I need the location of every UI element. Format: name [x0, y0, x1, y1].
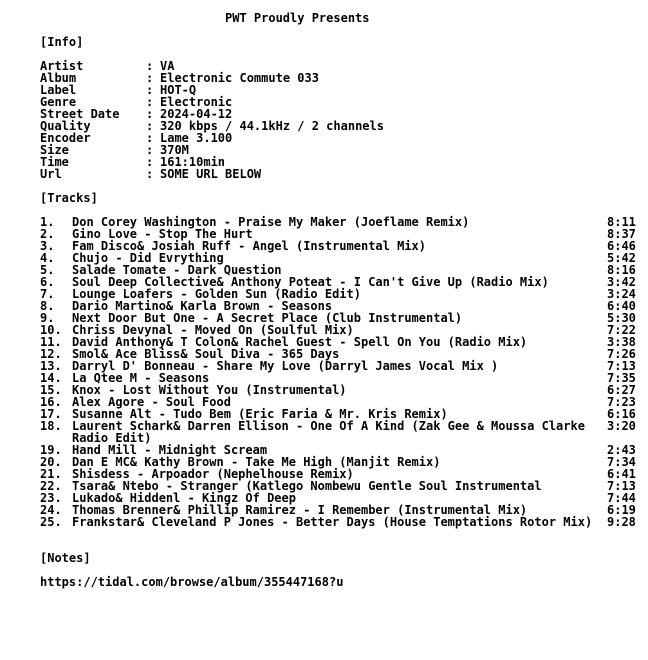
track-title: Smol& Ace Bliss& Soul Diva - 365 Days — [72, 347, 340, 361]
info-row — [40, 120, 640, 132]
info-row — [40, 132, 640, 144]
track-row — [40, 516, 640, 528]
track-number: 20. — [40, 455, 62, 469]
info-row — [40, 144, 640, 156]
track-number: 15. — [40, 383, 62, 397]
track-number: 19. — [40, 443, 62, 457]
track-time: 6:41 — [607, 467, 636, 481]
info-key: Quality — [40, 119, 91, 133]
info-value: 370M — [160, 143, 189, 157]
info-separator: : — [146, 107, 154, 121]
info-separator: : — [146, 83, 154, 97]
info-separator: : — [146, 167, 154, 181]
info-row — [40, 168, 640, 180]
page-title: PWT Proudly Presents — [225, 11, 370, 25]
track-time: 7:22 — [607, 323, 636, 337]
info-value: SOME URL BELOW — [160, 167, 262, 181]
track-title: La Qtee M - Seasons — [72, 371, 210, 385]
track-time: 6:46 — [607, 239, 636, 253]
track-number: 13. — [40, 359, 62, 373]
track-title: Hand Mill - Midnight Scream — [72, 443, 268, 457]
tracks-header: [Tracks] — [40, 191, 98, 205]
track-list — [40, 216, 640, 528]
info-key: Time — [40, 155, 69, 169]
track-title: Frankstar& Cleveland P Jones - Better Days (House Temptations Rotor Mix) — [72, 515, 593, 529]
track-time: 2:43 — [607, 443, 636, 457]
track-time: 5:30 — [607, 311, 636, 325]
track-number: 21. — [40, 467, 62, 481]
track-number: 3. — [40, 239, 55, 253]
track-number: 10. — [40, 323, 62, 337]
track-number: 9. — [40, 311, 55, 325]
track-time: 3:38 — [607, 335, 636, 349]
track-title: Salade Tomate - Dark Question — [72, 263, 282, 277]
track-time: 6:19 — [607, 503, 636, 517]
track-time: 7:44 — [607, 491, 636, 505]
track-title: Chriss Devynal - Moved On (Soulful Mix) — [72, 323, 354, 337]
track-time: 6:16 — [607, 407, 636, 421]
track-time: 6:27 — [607, 383, 636, 397]
track-title: Laurent Schark& Darren Ellison - One Of A Kind (Zak Gee & Moussa Clarke Radio Edit) — [72, 419, 585, 445]
track-number: 11. — [40, 335, 62, 349]
info-separator: : — [146, 119, 154, 133]
track-title: Lukado& Hiddenl - Kingz Of Deep — [72, 491, 296, 505]
info-separator: : — [146, 143, 154, 157]
info-value: Electronic — [160, 95, 233, 109]
track-time: 7:34 — [607, 455, 636, 469]
info-separator: : — [146, 71, 154, 85]
info-value: HOT-Q — [160, 83, 197, 97]
track-time: 8:11 — [607, 215, 636, 229]
info-separator: : — [146, 59, 154, 73]
track-title: Shisdess - Arpoador (Nephelhouse Remix) — [72, 467, 354, 481]
info-value: Lame 3.100 — [160, 131, 233, 145]
track-number: 2. — [40, 227, 55, 241]
track-title: David Anthony& T Colon& Rachel Guest - Spell On You (Radio Mix) — [72, 335, 528, 349]
track-number: 6. — [40, 275, 55, 289]
track-title: Knox - Lost Without You (Instrumental) — [72, 383, 347, 397]
track-number: 8. — [40, 299, 55, 313]
track-row — [40, 420, 640, 444]
info-key: Encoder — [40, 131, 91, 145]
info-row — [40, 72, 640, 84]
track-title: Fam Disco& Josiah Ruff - Angel (Instrumental Mix) — [72, 239, 427, 253]
info-value: VA — [160, 59, 175, 73]
info-key: Album — [40, 71, 77, 85]
track-number: 4. — [40, 251, 55, 265]
nfo-document — [40, 12, 640, 588]
info-key: Street Date — [40, 107, 120, 121]
track-time: 7:26 — [607, 347, 636, 361]
track-title: Tsara& Ntebo - Stranger (Katlego Nombewu Gentle Soul Instrumental — [72, 479, 542, 493]
info-key: Artist — [40, 59, 84, 73]
track-title: Gino Love - Stop The Hurt — [72, 227, 253, 241]
notes-header: [Notes] — [40, 551, 91, 565]
track-time: 6:40 — [607, 299, 636, 313]
info-separator: : — [146, 131, 154, 145]
info-key: Size — [40, 143, 69, 157]
track-time: 9:28 — [607, 515, 636, 529]
track-number: 7. — [40, 287, 55, 301]
track-number: 1. — [40, 215, 55, 229]
track-title: Next Door But One - A Secret Place (Club Instrumental) — [72, 311, 463, 325]
track-number: 17. — [40, 407, 62, 421]
info-header: [Info] — [40, 35, 84, 49]
track-title: Dan E MC& Kathy Brown - Take Me High (Manjit Remix) — [72, 455, 441, 469]
track-title: Soul Deep Collective& Anthony Poteat - I Can't Give Up (Radio Mix) — [72, 275, 549, 289]
track-title: Chujo - Did Evrything — [72, 251, 224, 265]
info-row — [40, 84, 640, 96]
track-time: 7:35 — [607, 371, 636, 385]
info-list — [40, 60, 640, 180]
info-key: Url — [40, 167, 62, 181]
track-number: 18. — [40, 419, 62, 433]
track-time: 8:37 — [607, 227, 636, 241]
track-number: 23. — [40, 491, 62, 505]
track-number: 16. — [40, 395, 62, 409]
info-row — [40, 96, 640, 108]
track-number: 22. — [40, 479, 62, 493]
track-time: 3:24 — [607, 287, 636, 301]
track-time: 7:13 — [607, 359, 636, 373]
track-title: Susanne Alt - Tudo Bem (Eric Faria & Mr. Kris Remix) — [72, 407, 448, 421]
track-time: 3:20 — [607, 419, 636, 433]
info-value: Electronic Commute 033 — [160, 71, 319, 85]
track-title: Lounge Loafers - Golden Sun (Radio Edit) — [72, 287, 361, 301]
info-key: Genre — [40, 95, 77, 109]
info-value: 161:10min — [160, 155, 226, 169]
track-title: Alex Agore - Soul Food — [72, 395, 231, 409]
track-number: 12. — [40, 347, 62, 361]
track-title: Dario Martino& Karla Brown - Seasons — [72, 299, 333, 313]
info-value: 320 kbps / 44.1kHz / 2 channels — [160, 119, 384, 133]
track-time: 5:42 — [607, 251, 636, 265]
track-time: 7:23 — [607, 395, 636, 409]
track-time: 7:13 — [607, 479, 636, 493]
track-title: Darryl D' Bonneau - Share My Love (Darryl James Vocal Mix ) — [72, 359, 499, 373]
track-title: Don Corey Washington - Praise My Maker (Joeflame Remix) — [72, 215, 470, 229]
track-number: 14. — [40, 371, 62, 385]
track-number: 5. — [40, 263, 55, 277]
track-title: Thomas Brenner& Phillip Ramirez - I Remember (Instrumental Mix) — [72, 503, 528, 517]
info-key: Label — [40, 83, 77, 97]
info-separator: : — [146, 95, 154, 109]
track-time: 8:16 — [607, 263, 636, 277]
track-number: 24. — [40, 503, 62, 517]
info-row — [40, 156, 640, 168]
info-row — [40, 60, 640, 72]
track-time: 3:42 — [607, 275, 636, 289]
notes-url[interactable]: https://tidal.com/browse/album/355447168?u — [40, 575, 344, 589]
info-value: 2024-04-12 — [160, 107, 233, 121]
info-separator: : — [146, 155, 154, 169]
track-number: 25. — [40, 515, 62, 529]
